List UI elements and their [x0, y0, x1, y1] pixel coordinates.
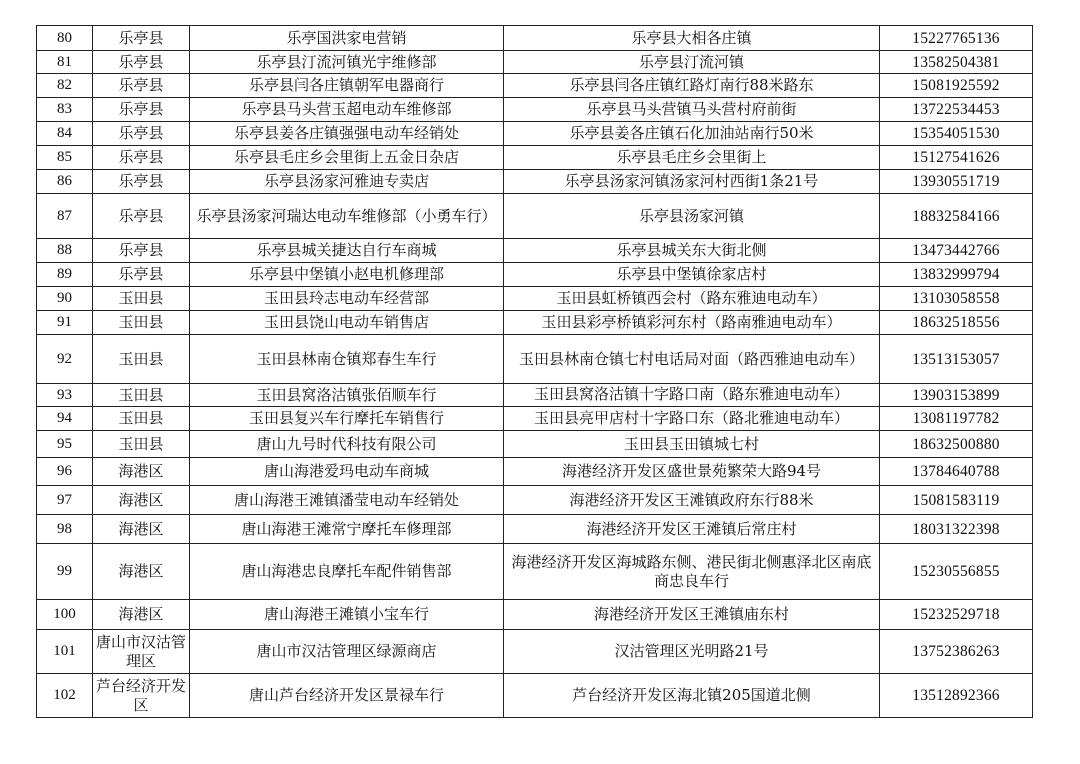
cell-no: 80 [37, 26, 93, 51]
cell-phone: 13722534453 [880, 98, 1033, 122]
cell-name: 乐亭县汀流河镇光宇维修部 [190, 51, 504, 74]
cell-county: 海港区 [93, 544, 190, 600]
cell-phone: 13784640788 [880, 458, 1033, 486]
cell-no: 100 [37, 600, 93, 630]
cell-no: 96 [37, 458, 93, 486]
cell-county: 海港区 [93, 458, 190, 486]
cell-no: 88 [37, 239, 93, 263]
cell-county: 乐亭县 [93, 98, 190, 122]
cell-phone: 13103058558 [880, 287, 1033, 311]
cell-county: 乐亭县 [93, 74, 190, 98]
cell-name: 唐山九号时代科技有限公司 [190, 431, 504, 458]
cell-phone: 18031322398 [880, 515, 1033, 544]
table-row [37, 600, 1033, 630]
cell-county: 乐亭县 [93, 170, 190, 194]
cell-address: 乐亭县城关东大街北侧 [504, 239, 880, 263]
table-row [37, 51, 1033, 74]
cell-county: 乐亭县 [93, 146, 190, 170]
cell-address: 汉沽管理区光明路21号 [504, 630, 880, 674]
cell-name: 唐山市汉沽管理区绿源商店 [190, 630, 504, 674]
table-row [37, 674, 1033, 718]
cell-name: 玉田县复兴车行摩托车销售行 [190, 407, 504, 431]
cell-address: 玉田县林南仓镇七村电话局对面（路西雅迪电动车） [504, 335, 880, 384]
cell-county: 玉田县 [93, 384, 190, 407]
cell-no: 94 [37, 407, 93, 431]
cell-phone: 15232529718 [880, 600, 1033, 630]
cell-phone: 13582504381 [880, 51, 1033, 74]
cell-address: 海港经济开发区盛世景苑繁荣大路94号 [504, 458, 880, 486]
cell-phone: 13473442766 [880, 239, 1033, 263]
dealer-table [36, 25, 1033, 718]
cell-no: 102 [37, 674, 93, 718]
cell-no: 81 [37, 51, 93, 74]
cell-address: 海港经济开发区王滩镇政府东行88米 [504, 486, 880, 515]
cell-name: 唐山海港王滩镇小宝车行 [190, 600, 504, 630]
cell-name: 乐亭县中堡镇小赵电机修理部 [190, 263, 504, 287]
dealer-table-body [37, 26, 1033, 718]
cell-name: 乐亭县闫各庄镇朝军电器商行 [190, 74, 504, 98]
cell-phone: 18832584166 [880, 194, 1033, 239]
cell-phone: 13512892366 [880, 674, 1033, 718]
cell-name: 乐亭国洪家电营销 [190, 26, 504, 51]
cell-name: 玉田县窝洛沽镇张佰顺车行 [190, 384, 504, 407]
cell-name: 乐亭县城关捷达自行车商城 [190, 239, 504, 263]
table-row [37, 544, 1033, 600]
cell-address: 乐亭县毛庄乡会里街上 [504, 146, 880, 170]
cell-no: 83 [37, 98, 93, 122]
cell-address: 乐亭县大相各庄镇 [504, 26, 880, 51]
cell-county: 乐亭县 [93, 26, 190, 51]
cell-county: 乐亭县 [93, 51, 190, 74]
cell-county: 唐山市汉沽管理区 [93, 630, 190, 674]
cell-phone: 13081197782 [880, 407, 1033, 431]
cell-no: 90 [37, 287, 93, 311]
cell-no: 98 [37, 515, 93, 544]
table-row [37, 630, 1033, 674]
cell-name: 乐亭县汤家河雅迪专卖店 [190, 170, 504, 194]
cell-phone: 15354051530 [880, 122, 1033, 146]
cell-county: 玉田县 [93, 407, 190, 431]
cell-name: 玉田县玲志电动车经营部 [190, 287, 504, 311]
table-row [37, 239, 1033, 263]
table-row [37, 311, 1033, 335]
table-row [37, 26, 1033, 51]
cell-county: 芦台经济开发区 [93, 674, 190, 718]
cell-name: 唐山海港爱玛电动车商城 [190, 458, 504, 486]
cell-address: 乐亭县汤家河镇汤家河村西街1条21号 [504, 170, 880, 194]
cell-address: 乐亭县中堡镇徐家店村 [504, 263, 880, 287]
cell-address: 海港经济开发区海城路东侧、港民街北侧惠泽北区南底商忠良车行 [504, 544, 880, 600]
cell-address: 海港经济开发区王滩镇后常庄村 [504, 515, 880, 544]
table-row [37, 335, 1033, 384]
table-row [37, 170, 1033, 194]
cell-name: 玉田县林南仓镇郑春生车行 [190, 335, 504, 384]
cell-phone: 13930551719 [880, 170, 1033, 194]
table-row [37, 98, 1033, 122]
cell-phone: 13752386263 [880, 630, 1033, 674]
cell-address: 乐亭县马头营镇马头营村府前街 [504, 98, 880, 122]
cell-address: 乐亭县汀流河镇 [504, 51, 880, 74]
cell-phone: 15227765136 [880, 26, 1033, 51]
cell-address: 玉田县虹桥镇西会村（路东雅迪电动车） [504, 287, 880, 311]
cell-county: 乐亭县 [93, 194, 190, 239]
cell-phone: 15230556855 [880, 544, 1033, 600]
cell-address: 玉田县玉田镇城七村 [504, 431, 880, 458]
table-row [37, 287, 1033, 311]
cell-county: 乐亭县 [93, 122, 190, 146]
cell-no: 101 [37, 630, 93, 674]
cell-name: 乐亭县毛庄乡会里街上五金日杂店 [190, 146, 504, 170]
cell-name: 乐亭县汤家河瑞达电动车维修部（小勇车行） [190, 194, 504, 239]
cell-phone: 15127541626 [880, 146, 1033, 170]
cell-county: 玉田县 [93, 335, 190, 384]
table-row [37, 146, 1033, 170]
table-row [37, 486, 1033, 515]
cell-county: 海港区 [93, 600, 190, 630]
cell-phone: 15081925592 [880, 74, 1033, 98]
cell-county: 乐亭县 [93, 263, 190, 287]
cell-address [504, 384, 880, 407]
cell-address: 乐亭县汤家河镇 [504, 194, 880, 239]
cell-name: 玉田县饶山电动车销售店 [190, 311, 504, 335]
cell-address-text: 玉田县窝洛沽镇十字路口南（路东雅迪电动车） [533, 385, 849, 403]
cell-name: 唐山海港王滩镇潘莹电动车经销处 [190, 486, 504, 515]
cell-name: 乐亭县马头营玉超电动车维修部 [190, 98, 504, 122]
cell-no: 91 [37, 311, 93, 335]
cell-no: 97 [37, 486, 93, 515]
cell-no: 89 [37, 263, 93, 287]
table-row [37, 384, 1033, 407]
cell-name: 唐山芦台经济开发区景禄车行 [190, 674, 504, 718]
cell-phone: 13832999794 [880, 263, 1033, 287]
cell-phone: 13513153057 [880, 335, 1033, 384]
table-row [37, 74, 1033, 98]
table-row [37, 194, 1033, 239]
table-row [37, 263, 1033, 287]
cell-phone: 18632500880 [880, 431, 1033, 458]
cell-address: 乐亭县姜各庄镇石化加油站南行50米 [504, 122, 880, 146]
cell-no: 95 [37, 431, 93, 458]
cell-county: 玉田县 [93, 431, 190, 458]
cell-no: 85 [37, 146, 93, 170]
table-row [37, 515, 1033, 544]
table-row [37, 431, 1033, 458]
cell-county: 乐亭县 [93, 239, 190, 263]
cell-address: 海港经济开发区王滩镇庙东村 [504, 600, 880, 630]
cell-address: 乐亭县闫各庄镇红路灯南行88米路东 [504, 74, 880, 98]
table-row [37, 407, 1033, 431]
cell-address [504, 407, 880, 431]
cell-no: 84 [37, 122, 93, 146]
cell-county: 玉田县 [93, 287, 190, 311]
cell-phone: 15081583119 [880, 486, 1033, 515]
cell-phone: 18632518556 [880, 311, 1033, 335]
cell-county: 海港区 [93, 486, 190, 515]
cell-county: 玉田县 [93, 311, 190, 335]
cell-name: 唐山海港忠良摩托车配件销售部 [190, 544, 504, 600]
cell-address: 玉田县彩亭桥镇彩河东村（路南雅迪电动车） [504, 311, 880, 335]
table-row [37, 122, 1033, 146]
table-row [37, 458, 1033, 486]
cell-no: 86 [37, 170, 93, 194]
cell-address: 芦台经济开发区海北镇205国道北侧 [504, 674, 880, 718]
cell-no: 82 [37, 74, 93, 98]
cell-no: 92 [37, 335, 93, 384]
cell-phone: 13903153899 [880, 384, 1033, 407]
cell-no: 99 [37, 544, 93, 600]
cell-no: 87 [37, 194, 93, 239]
cell-county: 海港区 [93, 515, 190, 544]
cell-name: 唐山海港王滩常宁摩托车修理部 [190, 515, 504, 544]
cell-name: 乐亭县姜各庄镇强强电动车经销处 [190, 122, 504, 146]
cell-no: 93 [37, 384, 93, 407]
cell-address-text: 玉田县亮甲店村十字路口东（路北雅迪电动车） [533, 408, 849, 427]
